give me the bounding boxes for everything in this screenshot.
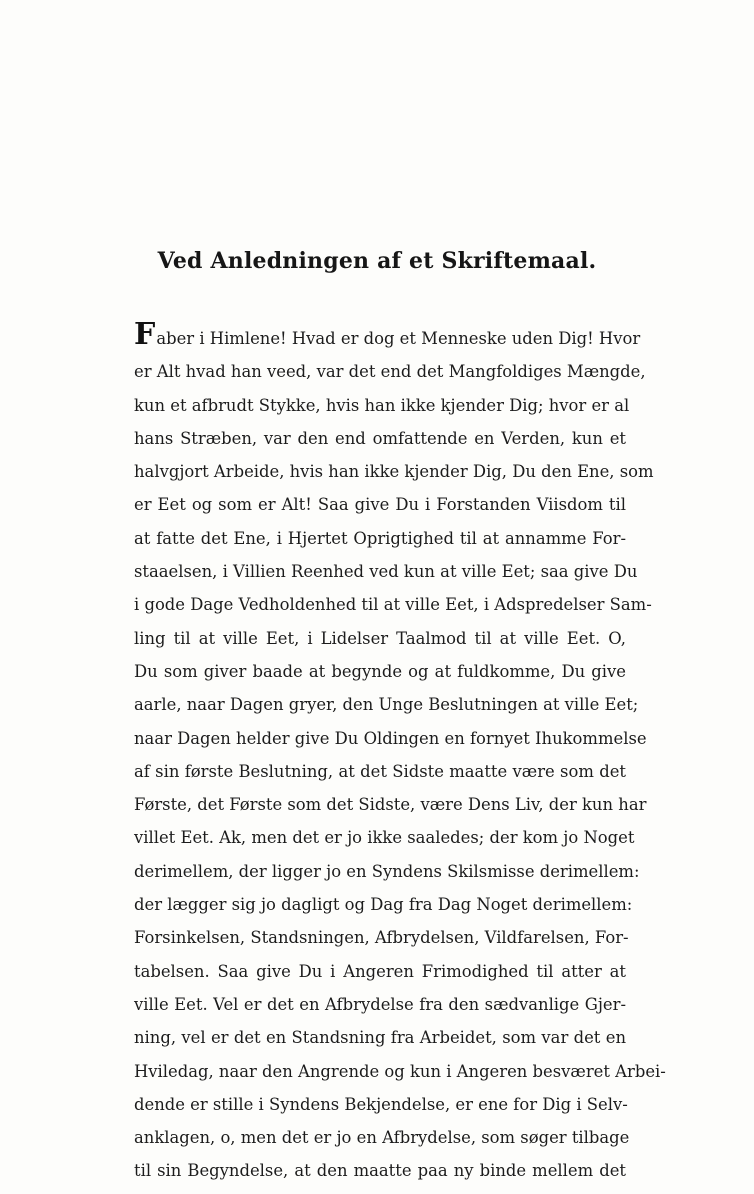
text-line: anklagen, o, men det er jo en Afbrydelse, som søger tilbage	[134, 1128, 630, 1148]
text-line: i gode Dage Vedholdenhed til at ville Eet, i Adspredelser Sam-	[134, 595, 652, 615]
text-line: naar Dagen helder give Du Oldingen en fornyet Ihukommelse	[134, 728, 647, 748]
text-line: hans Stræben, var den end omfattende en Verden, kun et	[134, 428, 626, 448]
text-line: derimellem, der ligger jo en Syndens Skilsmisse derimellem:	[134, 861, 640, 881]
text-line: Hviledag, naar den Angrende og kun i Angeren besværet Arbei-	[134, 1061, 666, 1081]
text-line: dende er stille i Syndens Bekjendelse, er ene for Dig i Selv-	[134, 1094, 628, 1114]
text-line: tabelsen. Saa give Du i Angeren Frimodighed til atter at	[134, 961, 626, 981]
page-title: Ved Anledningen af et Skriftemaal.	[157, 248, 597, 274]
text-line: kun et afbrudt Stykke, hvis han ikke kjender Dig; hvor er al	[134, 395, 630, 415]
text-line: ning, vel er det en Standsning fra Arbeidet, som var det en	[134, 1028, 626, 1048]
text-line: villet Eet. Ak, men det er jo ikke saaledes; der kom jo Noget	[134, 828, 635, 848]
text-line: Forsinkelsen, Standsningen, Afbrydelsen, Vildfarelsen, For-	[134, 928, 629, 948]
drop-cap: F	[134, 317, 156, 352]
text-line: halvgjort Arbeide, hvis han ikke kjender Dig, Du den Ene, som	[134, 462, 654, 482]
text-line: er Eet og som er Alt! Saa give Du i Forstanden Viisdom til	[134, 495, 626, 515]
text-line: staaelsen, i Villien Reenhed ved kun at ville Eet; saa give Du	[134, 562, 638, 582]
text-line: ville Eet. Vel er det en Afbrydelse fra den sædvanlige Gjer-	[134, 994, 626, 1014]
text-line: Første, det Første som det Sidste, være Dens Liv, der kun har	[134, 795, 647, 815]
text-line: ling til at ville Eet, i Lidelser Taalmod til at ville Eet. O,	[134, 628, 626, 648]
text-line: til sin Begyndelse, at den maatte paa ny binde mellem det	[134, 1161, 626, 1181]
text-line: der lægger sig jo dagligt og Dag fra Dag Noget derimellem:	[134, 895, 633, 915]
text-line: Faber i Himlene! Hvad er dog et Menneske uden Dig! Hvor	[134, 317, 641, 352]
text-line: aarle, naar Dagen gryer, den Unge Beslutningen at ville Eet;	[134, 695, 639, 715]
body-text	[134, 317, 666, 1188]
text-line: af sin første Beslutning, at det Sidste maatte være som det	[134, 761, 626, 781]
text-line: er Alt hvad han veed, var det end det Mangfoldiges Mængde,	[134, 362, 646, 382]
text-line: at fatte det Ene, i Hjertet Oprigtighed til at annamme For-	[134, 528, 626, 548]
text-line: Du som giver baade at begynde og at fuldkomme, Du give	[134, 661, 626, 681]
